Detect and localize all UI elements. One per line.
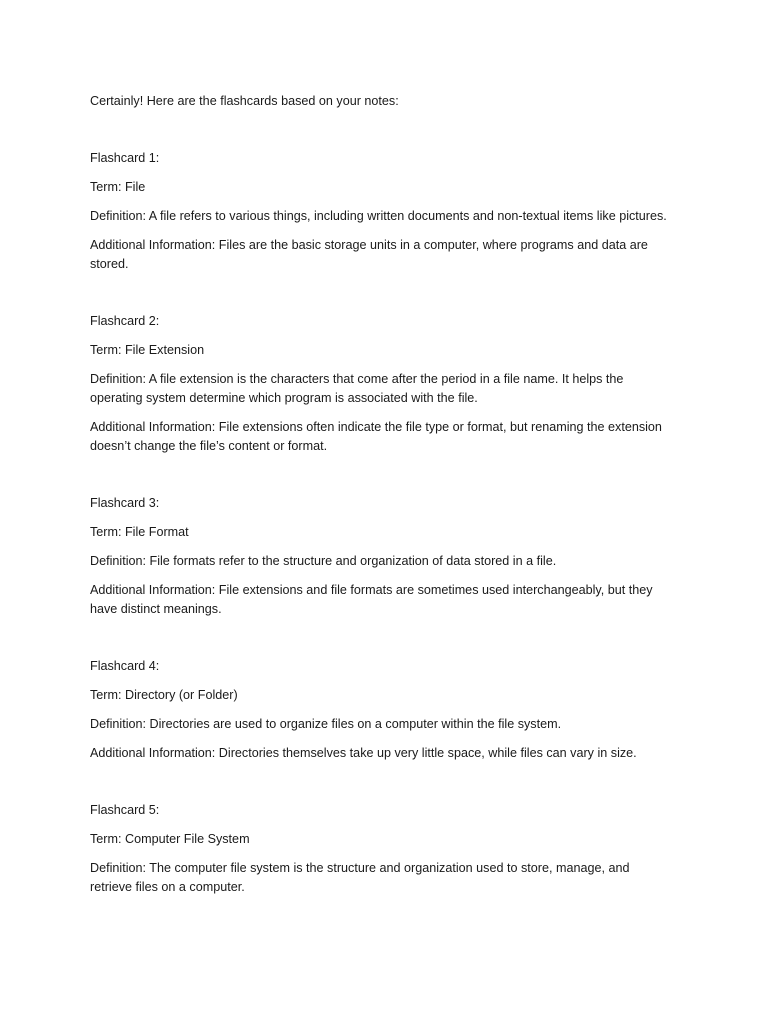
flashcard-term: Term: File Format — [90, 525, 189, 539]
flashcard-term: Term: Directory (or Folder) — [90, 688, 238, 702]
flashcard-2 — [90, 312, 670, 456]
flashcard-heading: Flashcard 5: — [90, 803, 160, 817]
flashcard-definition: Definition: The computer file system is the structure and organization used to store, manage, and retrieve files on a computer. — [90, 861, 630, 894]
flashcard-definition: Definition: File formats refer to the structure and organization of data stored in a file. — [90, 554, 557, 568]
flashcard-additional-info: Additional Information: File extensions and file formats are sometimes used interchangeably, but they have distinct meanings. — [90, 583, 653, 616]
flashcard-definition: Definition: Directories are used to organize files on a computer within the file system. — [90, 717, 562, 731]
flashcard-term: Term: File — [90, 180, 146, 194]
flashcard-1 — [90, 149, 670, 274]
intro-text: Certainly! Here are the flashcards based on your notes: — [90, 94, 399, 108]
flashcard-term: Term: Computer File System — [90, 832, 250, 846]
flashcard-additional-info: Additional Information: File extensions often indicate the file type or format, but renaming the extension doesn’t change the file’s content or format. — [90, 420, 662, 453]
flashcard-additional-info: Additional Information: Files are the basic storage units in a computer, where programs and data are stored. — [90, 238, 648, 271]
flashcard-heading: Flashcard 3: — [90, 496, 160, 510]
flashcard-additional-info: Additional Information: Directories themselves take up very little space, while files can vary in size. — [90, 746, 637, 760]
flashcard-definition: Definition: A file refers to various things, including written documents and non-textual items like pictures. — [90, 209, 667, 223]
flashcard-5 — [90, 801, 670, 897]
flashcard-term: Term: File Extension — [90, 343, 205, 357]
flashcard-heading: Flashcard 2: — [90, 314, 160, 328]
flashcard-3 — [90, 494, 670, 619]
flashcard-heading: Flashcard 1: — [90, 151, 160, 165]
flashcard-definition: Definition: A file extension is the characters that come after the period in a file name. It helps the operating system determine which program is associated with the file. — [90, 372, 624, 405]
document-body — [90, 92, 670, 935]
flashcard-heading: Flashcard 4: — [90, 659, 160, 673]
flashcard-4 — [90, 657, 670, 763]
